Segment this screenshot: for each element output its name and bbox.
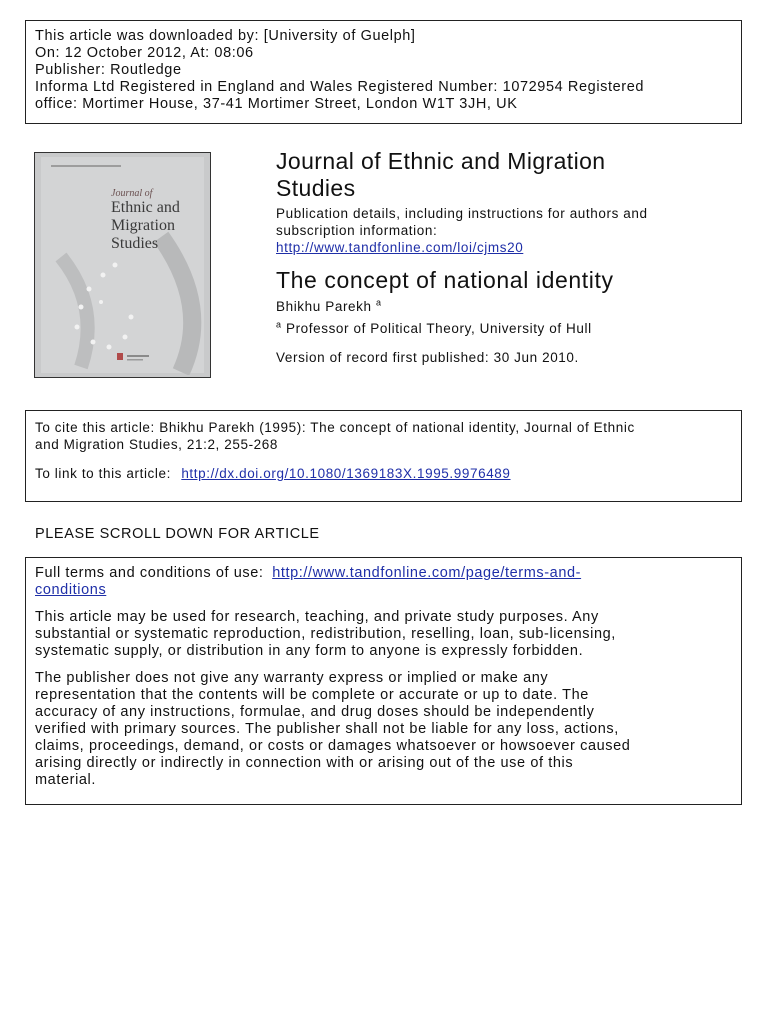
journal-cover-image bbox=[34, 152, 211, 378]
cover-volume-info bbox=[51, 165, 121, 167]
journal-url-link[interactable]: http://www.tandfonline.com/loi/cjms20 bbox=[276, 240, 524, 255]
author-name-text: Bhikhu Parekh bbox=[276, 299, 372, 314]
cover-title-prefix: Journal of bbox=[111, 188, 153, 199]
download-line: office: Mortimer House, 37-41 Mortimer Street, London W1T 3JH, UK bbox=[35, 96, 518, 112]
terms-line: claims, proceedings, demand, or costs or damages whatsoever or howsoever caused bbox=[35, 738, 631, 754]
terms-line: This article may be used for research, teaching, and private study purposes. Any bbox=[35, 609, 599, 625]
publisher-logo-text bbox=[127, 359, 143, 361]
doi-link[interactable]: http://dx.doi.org/10.1080/1369183X.1995.9976489 bbox=[181, 466, 511, 481]
download-line: Informa Ltd Registered in England and Wales Registered Number: 1072954 Registered bbox=[35, 79, 645, 95]
download-line: On: 12 October 2012, At: 08:06 bbox=[35, 45, 254, 61]
terms-box bbox=[25, 557, 742, 805]
author-affiliation bbox=[276, 321, 592, 336]
terms-line: verified with primary sources. The publisher shall not be liable for any loss, actions, bbox=[35, 721, 619, 737]
terms-url-link-continued[interactable]: conditions bbox=[35, 582, 107, 598]
terms-url-link[interactable]: http://www.tandfonline.com/page/terms-and- bbox=[272, 565, 582, 581]
terms-line: systematic supply, or distribution in any form to anyone is expressly forbidden. bbox=[35, 643, 584, 659]
terms-line: The publisher does not give any warranty express or implied or make any bbox=[35, 670, 549, 686]
cover-arc bbox=[61, 257, 88, 367]
publication-details-line: subscription information: bbox=[276, 223, 438, 238]
citation-link-label: To link to this article: bbox=[35, 466, 171, 481]
scroll-notice: PLEASE SCROLL DOWN FOR ARTICLE bbox=[35, 526, 320, 542]
terms-line: arising directly or indirectly in connection with or arising out of the use of this bbox=[35, 755, 574, 771]
citation-box bbox=[25, 410, 742, 502]
terms-line: substantial or systematic reproduction, redistribution, reselling, loan, sub-licensing, bbox=[35, 626, 616, 642]
terms-line: representation that the contents will be complete or accurate or up to date. The bbox=[35, 687, 589, 703]
terms-header bbox=[35, 565, 741, 599]
citation-link-row bbox=[35, 465, 741, 482]
terms-paragraph-disclaimer bbox=[35, 670, 741, 789]
terms-paragraph-usage bbox=[35, 609, 741, 660]
terms-line: material. bbox=[35, 772, 96, 788]
version-of-record: Version of record first published: 30 Jun 2010. bbox=[276, 350, 579, 365]
citation-line: and Migration Studies, 21:2, 255-268 bbox=[35, 437, 278, 452]
citation-line: To cite this article: Bhikhu Parekh (1995): The concept of national identity, Journal of Ethnic bbox=[35, 420, 635, 435]
terms-line: accuracy of any instructions, formulae, and drug doses should be independently bbox=[35, 704, 595, 720]
journal-title-line: Studies bbox=[276, 175, 356, 201]
publication-details-line: Publication details, including instructions for authors and bbox=[276, 206, 648, 221]
cover-background bbox=[41, 157, 204, 373]
cover-title-line: Studies bbox=[111, 235, 159, 252]
affiliation-text: Professor of Political Theory, University of Hull bbox=[285, 321, 592, 336]
publisher-logo-mark bbox=[117, 353, 123, 360]
affiliation-superscript: a bbox=[276, 319, 282, 330]
author-superscript: a bbox=[375, 297, 382, 308]
download-line: Publisher: Routledge bbox=[35, 62, 182, 78]
article-title: The concept of national identity bbox=[276, 267, 614, 293]
download-info-box bbox=[25, 20, 742, 124]
terms-label: Full terms and conditions of use: bbox=[35, 565, 264, 581]
cover-title bbox=[111, 189, 180, 253]
journal-title bbox=[276, 148, 605, 202]
author-name bbox=[276, 299, 382, 314]
publisher-logo-text bbox=[127, 355, 149, 357]
terms-url-row bbox=[35, 565, 741, 582]
cover-arc bbox=[161, 237, 192, 372]
publication-details bbox=[276, 205, 648, 256]
journal-title-line: Journal of Ethnic and Migration bbox=[276, 148, 606, 174]
download-line: This article was downloaded by: [University of Guelph] bbox=[35, 28, 416, 44]
cover-title-line: Migration bbox=[111, 217, 175, 234]
cover-title-line: Ethnic and bbox=[111, 199, 180, 216]
